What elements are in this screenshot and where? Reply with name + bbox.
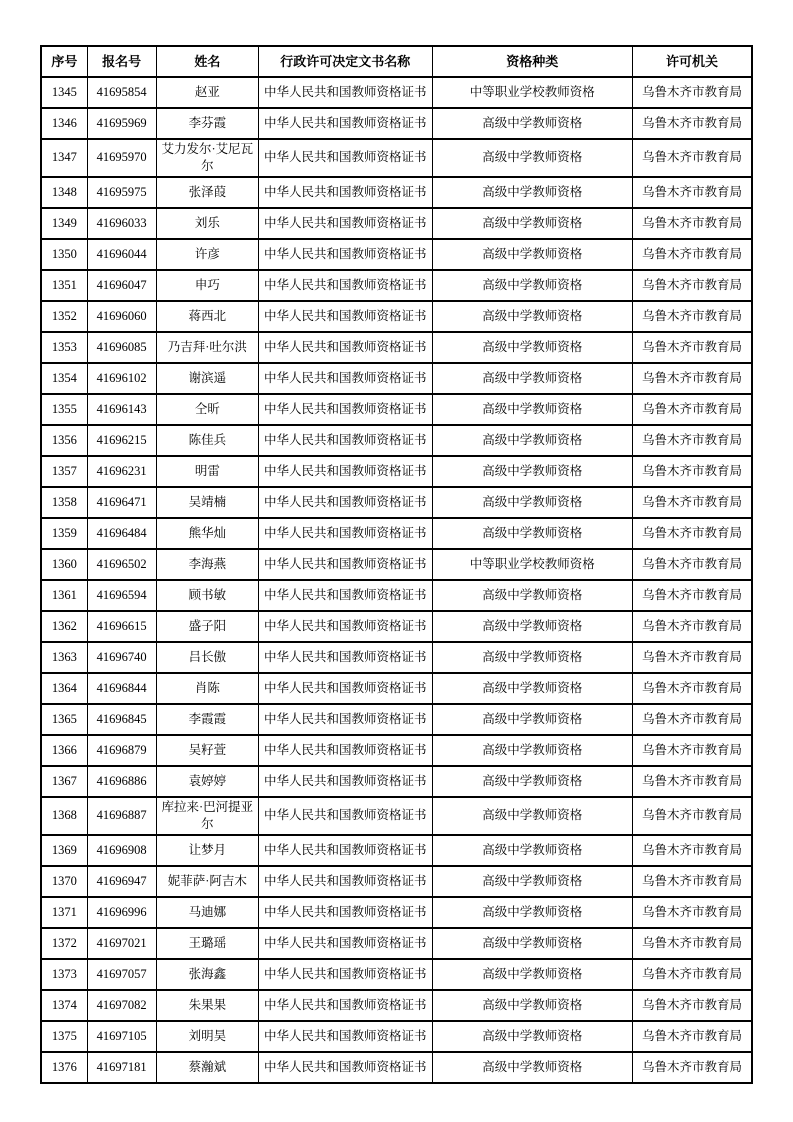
cell-qualification-type: 高级中学教师资格 xyxy=(432,580,633,611)
cell-qualification-type: 高级中学教师资格 xyxy=(432,704,633,735)
cell-name: 许彦 xyxy=(156,239,258,270)
cell-serial: 1363 xyxy=(41,642,87,673)
table-row xyxy=(41,959,752,990)
cell-registration-number: 41696740 xyxy=(87,642,156,673)
cell-serial: 1365 xyxy=(41,704,87,735)
cell-qualification-type: 高级中学教师资格 xyxy=(432,866,633,897)
cell-qualification-type: 高级中学教师资格 xyxy=(432,990,633,1021)
cell-name: 妮菲萨·阿吉木 xyxy=(156,866,258,897)
table-row xyxy=(41,456,752,487)
column-header-serial: 序号 xyxy=(41,46,87,77)
cell-name: 乃吉拜·吐尔洪 xyxy=(156,332,258,363)
cell-document-name: 中华人民共和国教师资格证书 xyxy=(259,139,432,177)
cell-name: 熊华灿 xyxy=(156,518,258,549)
cell-registration-number: 41696594 xyxy=(87,580,156,611)
table-header-row xyxy=(41,46,752,77)
cell-licensing-authority: 乌鲁木齐市教育局 xyxy=(633,704,752,735)
table-row xyxy=(41,735,752,766)
cell-registration-number: 41696471 xyxy=(87,487,156,518)
cell-licensing-authority: 乌鲁木齐市教育局 xyxy=(633,239,752,270)
table-row xyxy=(41,394,752,425)
cell-licensing-authority: 乌鲁木齐市教育局 xyxy=(633,611,752,642)
table-row xyxy=(41,928,752,959)
cell-name: 明雷 xyxy=(156,456,258,487)
table-row xyxy=(41,518,752,549)
cell-licensing-authority: 乌鲁木齐市教育局 xyxy=(633,797,752,835)
cell-document-name: 中华人民共和国教师资格证书 xyxy=(259,1052,432,1083)
column-header-qualification-type: 资格种类 xyxy=(432,46,633,77)
cell-document-name: 中华人民共和国教师资格证书 xyxy=(259,897,432,928)
cell-licensing-authority: 乌鲁木齐市教育局 xyxy=(633,990,752,1021)
cell-licensing-authority: 乌鲁木齐市教育局 xyxy=(633,866,752,897)
cell-name: 刘乐 xyxy=(156,208,258,239)
table-row xyxy=(41,549,752,580)
cell-registration-number: 41696996 xyxy=(87,897,156,928)
cell-licensing-authority: 乌鲁木齐市教育局 xyxy=(633,1052,752,1083)
cell-qualification-type: 高级中学教师资格 xyxy=(432,270,633,301)
column-header-licensing-authority: 许可机关 xyxy=(633,46,752,77)
cell-document-name: 中华人民共和国教师资格证书 xyxy=(259,425,432,456)
cell-qualification-type: 高级中学教师资格 xyxy=(432,766,633,797)
cell-name: 李芬霞 xyxy=(156,108,258,139)
cell-serial: 1359 xyxy=(41,518,87,549)
cell-qualification-type: 高级中学教师资格 xyxy=(432,673,633,704)
cell-serial: 1371 xyxy=(41,897,87,928)
table-row xyxy=(41,797,752,835)
cell-serial: 1358 xyxy=(41,487,87,518)
cell-registration-number: 41695975 xyxy=(87,177,156,208)
cell-registration-number: 41696047 xyxy=(87,270,156,301)
cell-licensing-authority: 乌鲁木齐市教育局 xyxy=(633,208,752,239)
column-header-document-name: 行政许可决定文书名称 xyxy=(259,46,432,77)
cell-serial: 1368 xyxy=(41,797,87,835)
table-row xyxy=(41,1052,752,1083)
cell-serial: 1345 xyxy=(41,77,87,108)
cell-serial: 1346 xyxy=(41,108,87,139)
cell-document-name: 中华人民共和国教师资格证书 xyxy=(259,518,432,549)
cell-document-name: 中华人民共和国教师资格证书 xyxy=(259,835,432,866)
cell-licensing-authority: 乌鲁木齐市教育局 xyxy=(633,518,752,549)
cell-qualification-type: 高级中学教师资格 xyxy=(432,239,633,270)
cell-qualification-type: 高级中学教师资格 xyxy=(432,332,633,363)
cell-licensing-authority: 乌鲁木齐市教育局 xyxy=(633,735,752,766)
cell-name: 刘明昊 xyxy=(156,1021,258,1052)
cell-document-name: 中华人民共和国教师资格证书 xyxy=(259,580,432,611)
cell-licensing-authority: 乌鲁木齐市教育局 xyxy=(633,394,752,425)
cell-document-name: 中华人民共和国教师资格证书 xyxy=(259,797,432,835)
cell-qualification-type: 中等职业学校教师资格 xyxy=(432,77,633,108)
cell-qualification-type: 高级中学教师资格 xyxy=(432,897,633,928)
table-row xyxy=(41,487,752,518)
cell-name: 谢滨遥 xyxy=(156,363,258,394)
cell-licensing-authority: 乌鲁木齐市教育局 xyxy=(633,580,752,611)
cell-qualification-type: 高级中学教师资格 xyxy=(432,425,633,456)
cell-serial: 1361 xyxy=(41,580,87,611)
table-row xyxy=(41,580,752,611)
cell-registration-number: 41697057 xyxy=(87,959,156,990)
cell-serial: 1356 xyxy=(41,425,87,456)
cell-document-name: 中华人民共和国教师资格证书 xyxy=(259,177,432,208)
cell-licensing-authority: 乌鲁木齐市教育局 xyxy=(633,549,752,580)
cell-licensing-authority: 乌鲁木齐市教育局 xyxy=(633,673,752,704)
table-row xyxy=(41,208,752,239)
cell-registration-number: 41696215 xyxy=(87,425,156,456)
table-row xyxy=(41,270,752,301)
cell-qualification-type: 高级中学教师资格 xyxy=(432,735,633,766)
cell-name: 张泽葭 xyxy=(156,177,258,208)
cell-registration-number: 41695854 xyxy=(87,77,156,108)
cell-registration-number: 41696887 xyxy=(87,797,156,835)
cell-qualification-type: 高级中学教师资格 xyxy=(432,394,633,425)
table-row xyxy=(41,673,752,704)
cell-serial: 1357 xyxy=(41,456,87,487)
cell-registration-number: 41696143 xyxy=(87,394,156,425)
cell-serial: 1362 xyxy=(41,611,87,642)
cell-name: 陈佳兵 xyxy=(156,425,258,456)
cell-serial: 1364 xyxy=(41,673,87,704)
cell-licensing-authority: 乌鲁木齐市教育局 xyxy=(633,108,752,139)
cell-serial: 1375 xyxy=(41,1021,87,1052)
table-row xyxy=(41,332,752,363)
cell-registration-number: 41696231 xyxy=(87,456,156,487)
cell-registration-number: 41697021 xyxy=(87,928,156,959)
cell-qualification-type: 高级中学教师资格 xyxy=(432,208,633,239)
cell-name: 张海鑫 xyxy=(156,959,258,990)
cell-document-name: 中华人民共和国教师资格证书 xyxy=(259,208,432,239)
cell-serial: 1370 xyxy=(41,866,87,897)
cell-qualification-type: 高级中学教师资格 xyxy=(432,487,633,518)
cell-document-name: 中华人民共和国教师资格证书 xyxy=(259,1021,432,1052)
cell-licensing-authority: 乌鲁木齐市教育局 xyxy=(633,487,752,518)
cell-name: 让梦月 xyxy=(156,835,258,866)
cell-serial: 1353 xyxy=(41,332,87,363)
cell-document-name: 中华人民共和国教师资格证书 xyxy=(259,77,432,108)
cell-serial: 1376 xyxy=(41,1052,87,1083)
cell-name: 申巧 xyxy=(156,270,258,301)
cell-document-name: 中华人民共和国教师资格证书 xyxy=(259,332,432,363)
cell-licensing-authority: 乌鲁木齐市教育局 xyxy=(633,363,752,394)
cell-licensing-authority: 乌鲁木齐市教育局 xyxy=(633,897,752,928)
cell-qualification-type: 高级中学教师资格 xyxy=(432,1052,633,1083)
cell-name: 艾力发尔·艾尼瓦尔 xyxy=(156,139,258,177)
cell-serial: 1369 xyxy=(41,835,87,866)
cell-name: 李霞霞 xyxy=(156,704,258,735)
cell-licensing-authority: 乌鲁木齐市教育局 xyxy=(633,1021,752,1052)
table-row xyxy=(41,642,752,673)
table-row xyxy=(41,139,752,177)
cell-registration-number: 41695970 xyxy=(87,139,156,177)
cell-serial: 1367 xyxy=(41,766,87,797)
cell-serial: 1360 xyxy=(41,549,87,580)
cell-serial: 1372 xyxy=(41,928,87,959)
cell-serial: 1352 xyxy=(41,301,87,332)
cell-serial: 1355 xyxy=(41,394,87,425)
cell-document-name: 中华人民共和国教师资格证书 xyxy=(259,301,432,332)
cell-name: 吴籽萱 xyxy=(156,735,258,766)
cell-document-name: 中华人民共和国教师资格证书 xyxy=(259,487,432,518)
cell-registration-number: 41696886 xyxy=(87,766,156,797)
cell-name: 肖陈 xyxy=(156,673,258,704)
cell-name: 袁婷婷 xyxy=(156,766,258,797)
cell-document-name: 中华人民共和国教师资格证书 xyxy=(259,959,432,990)
cell-registration-number: 41696947 xyxy=(87,866,156,897)
column-header-registration-number: 报名号 xyxy=(87,46,156,77)
cell-serial: 1350 xyxy=(41,239,87,270)
cell-name: 马迪娜 xyxy=(156,897,258,928)
cell-licensing-authority: 乌鲁木齐市教育局 xyxy=(633,332,752,363)
cell-licensing-authority: 乌鲁木齐市教育局 xyxy=(633,77,752,108)
table-row xyxy=(41,301,752,332)
cell-qualification-type: 高级中学教师资格 xyxy=(432,835,633,866)
cell-registration-number: 41696484 xyxy=(87,518,156,549)
cell-qualification-type: 高级中学教师资格 xyxy=(432,108,633,139)
cell-name: 蒋西北 xyxy=(156,301,258,332)
cell-registration-number: 41695969 xyxy=(87,108,156,139)
table-row xyxy=(41,177,752,208)
cell-name: 盛子阳 xyxy=(156,611,258,642)
cell-document-name: 中华人民共和国教师资格证书 xyxy=(259,239,432,270)
cell-licensing-authority: 乌鲁木齐市教育局 xyxy=(633,301,752,332)
cell-name: 顾书敏 xyxy=(156,580,258,611)
cell-qualification-type: 高级中学教师资格 xyxy=(432,928,633,959)
cell-registration-number: 41696033 xyxy=(87,208,156,239)
cell-document-name: 中华人民共和国教师资格证书 xyxy=(259,735,432,766)
cell-registration-number: 41696844 xyxy=(87,673,156,704)
cell-serial: 1349 xyxy=(41,208,87,239)
cell-document-name: 中华人民共和国教师资格证书 xyxy=(259,549,432,580)
table-row xyxy=(41,704,752,735)
cell-document-name: 中华人民共和国教师资格证书 xyxy=(259,611,432,642)
license-table xyxy=(40,45,753,1084)
table-row xyxy=(41,1021,752,1052)
cell-document-name: 中华人民共和国教师资格证书 xyxy=(259,766,432,797)
cell-registration-number: 41697105 xyxy=(87,1021,156,1052)
cell-qualification-type: 高级中学教师资格 xyxy=(432,363,633,394)
cell-serial: 1348 xyxy=(41,177,87,208)
cell-registration-number: 41696908 xyxy=(87,835,156,866)
cell-name: 吴靖楠 xyxy=(156,487,258,518)
cell-document-name: 中华人民共和国教师资格证书 xyxy=(259,394,432,425)
cell-qualification-type: 高级中学教师资格 xyxy=(432,518,633,549)
cell-licensing-authority: 乌鲁木齐市教育局 xyxy=(633,766,752,797)
cell-name: 蔡瀚斌 xyxy=(156,1052,258,1083)
cell-registration-number: 41696085 xyxy=(87,332,156,363)
cell-licensing-authority: 乌鲁木齐市教育局 xyxy=(633,642,752,673)
cell-document-name: 中华人民共和国教师资格证书 xyxy=(259,704,432,735)
table-row xyxy=(41,766,752,797)
cell-serial: 1373 xyxy=(41,959,87,990)
table-row xyxy=(41,897,752,928)
cell-name: 吕长傲 xyxy=(156,642,258,673)
cell-licensing-authority: 乌鲁木齐市教育局 xyxy=(633,835,752,866)
cell-serial: 1351 xyxy=(41,270,87,301)
cell-document-name: 中华人民共和国教师资格证书 xyxy=(259,456,432,487)
cell-registration-number: 41697181 xyxy=(87,1052,156,1083)
cell-name: 朱果果 xyxy=(156,990,258,1021)
cell-document-name: 中华人民共和国教师资格证书 xyxy=(259,642,432,673)
cell-qualification-type: 高级中学教师资格 xyxy=(432,177,633,208)
cell-document-name: 中华人民共和国教师资格证书 xyxy=(259,108,432,139)
table-row xyxy=(41,77,752,108)
cell-document-name: 中华人民共和国教师资格证书 xyxy=(259,866,432,897)
cell-licensing-authority: 乌鲁木齐市教育局 xyxy=(633,425,752,456)
cell-qualification-type: 高级中学教师资格 xyxy=(432,642,633,673)
cell-serial: 1354 xyxy=(41,363,87,394)
cell-qualification-type: 高级中学教师资格 xyxy=(432,797,633,835)
cell-document-name: 中华人民共和国教师资格证书 xyxy=(259,673,432,704)
table-row xyxy=(41,990,752,1021)
cell-document-name: 中华人民共和国教师资格证书 xyxy=(259,990,432,1021)
cell-name: 王璐瑶 xyxy=(156,928,258,959)
table-row xyxy=(41,611,752,642)
table-row xyxy=(41,363,752,394)
cell-registration-number: 41696102 xyxy=(87,363,156,394)
cell-document-name: 中华人民共和国教师资格证书 xyxy=(259,928,432,959)
cell-name: 仝昕 xyxy=(156,394,258,425)
cell-serial: 1366 xyxy=(41,735,87,766)
cell-registration-number: 41696845 xyxy=(87,704,156,735)
cell-licensing-authority: 乌鲁木齐市教育局 xyxy=(633,959,752,990)
cell-serial: 1374 xyxy=(41,990,87,1021)
cell-licensing-authority: 乌鲁木齐市教育局 xyxy=(633,139,752,177)
table-row xyxy=(41,425,752,456)
cell-qualification-type: 高级中学教师资格 xyxy=(432,1021,633,1052)
cell-name: 库拉来·巴河提亚尔 xyxy=(156,797,258,835)
cell-licensing-authority: 乌鲁木齐市教育局 xyxy=(633,177,752,208)
cell-licensing-authority: 乌鲁木齐市教育局 xyxy=(633,270,752,301)
table-row xyxy=(41,108,752,139)
cell-licensing-authority: 乌鲁木齐市教育局 xyxy=(633,456,752,487)
table-row xyxy=(41,835,752,866)
cell-qualification-type: 高级中学教师资格 xyxy=(432,959,633,990)
cell-registration-number: 41696615 xyxy=(87,611,156,642)
cell-registration-number: 41696060 xyxy=(87,301,156,332)
cell-registration-number: 41696502 xyxy=(87,549,156,580)
cell-serial: 1347 xyxy=(41,139,87,177)
cell-qualification-type: 高级中学教师资格 xyxy=(432,301,633,332)
cell-document-name: 中华人民共和国教师资格证书 xyxy=(259,363,432,394)
cell-qualification-type: 高级中学教师资格 xyxy=(432,456,633,487)
cell-registration-number: 41696044 xyxy=(87,239,156,270)
cell-registration-number: 41696879 xyxy=(87,735,156,766)
cell-document-name: 中华人民共和国教师资格证书 xyxy=(259,270,432,301)
cell-name: 赵亚 xyxy=(156,77,258,108)
column-header-name: 姓名 xyxy=(156,46,258,77)
table-row xyxy=(41,239,752,270)
cell-qualification-type: 中等职业学校教师资格 xyxy=(432,549,633,580)
cell-name: 李海燕 xyxy=(156,549,258,580)
cell-qualification-type: 高级中学教师资格 xyxy=(432,611,633,642)
table-body xyxy=(41,77,752,1083)
cell-registration-number: 41697082 xyxy=(87,990,156,1021)
cell-qualification-type: 高级中学教师资格 xyxy=(432,139,633,177)
cell-licensing-authority: 乌鲁木齐市教育局 xyxy=(633,928,752,959)
table-row xyxy=(41,866,752,897)
